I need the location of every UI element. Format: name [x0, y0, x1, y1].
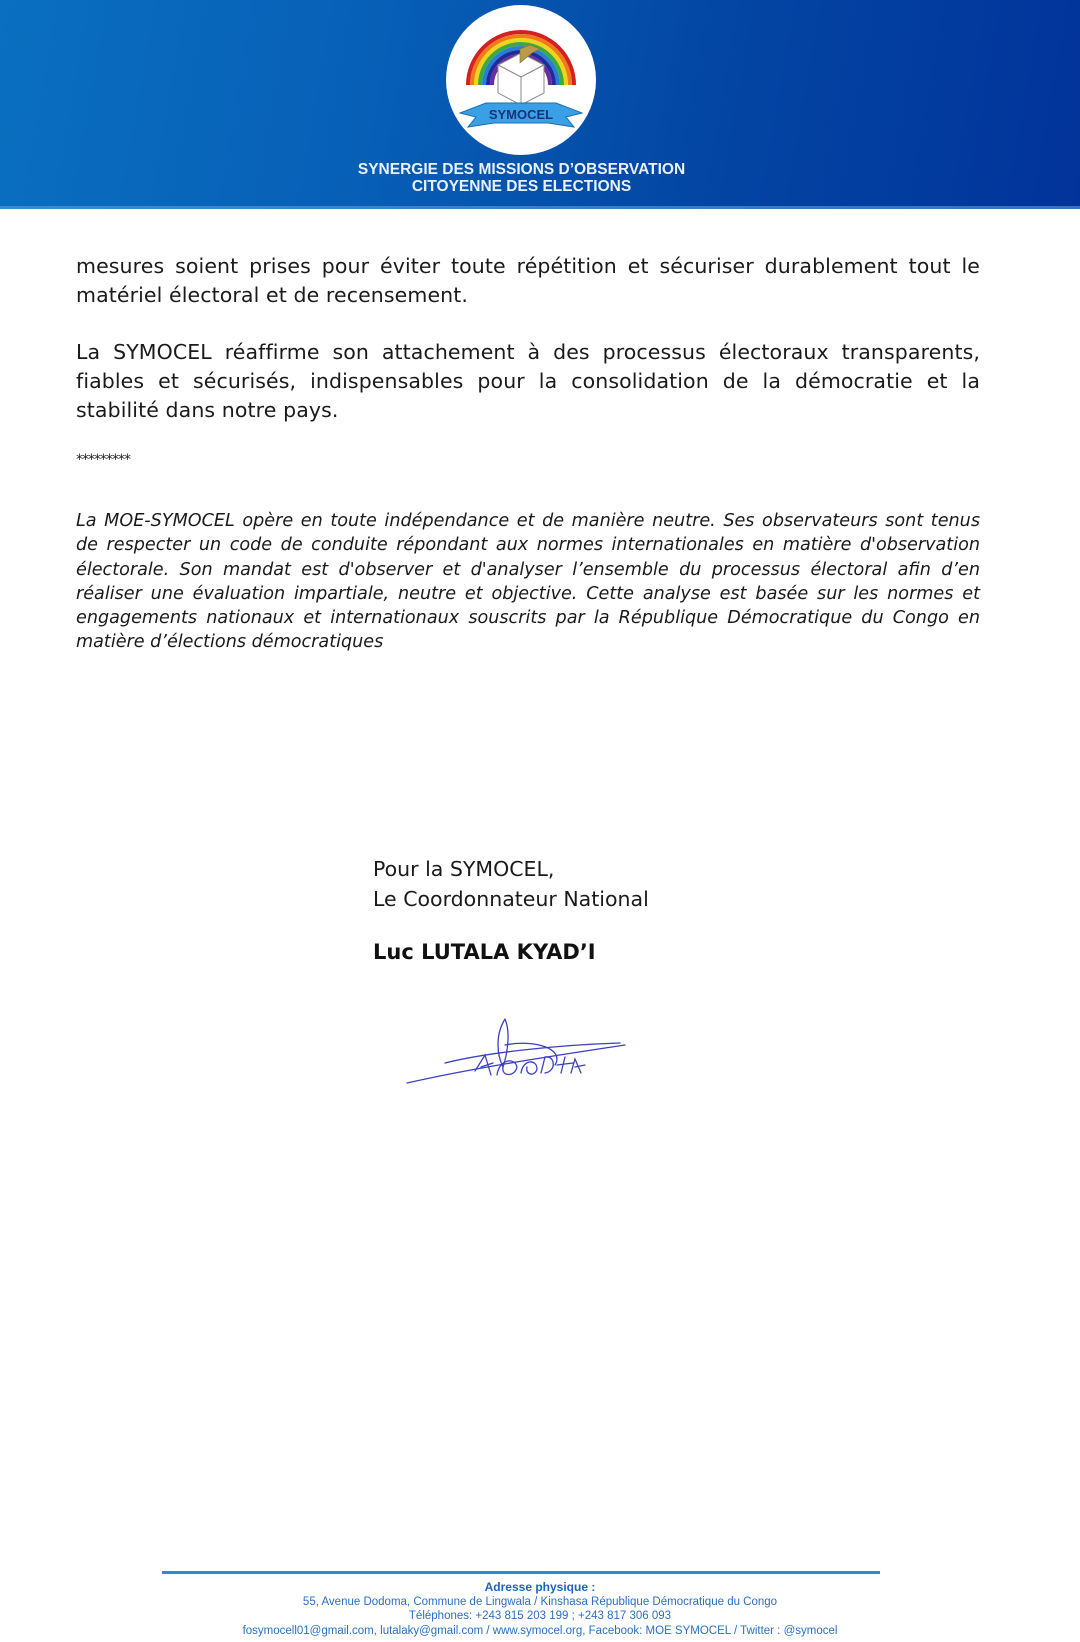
- paragraph-commitment: La SYMOCEL réaffirme son attachement à des processus électoraux transparents, fiables et sécurisés, indispensables pour la consolidation de la démocratie et la stabilité dans notre pays.: [76, 340, 980, 422]
- footer-address: 55, Avenue Dodoma, Commune de Lingwala / Kinshasa République Démocratique du Congo: [302, 1595, 778, 1608]
- footer-contact-info: [140, 1580, 940, 1638]
- signer-name: Luc LUTALA KYAD’I: [373, 940, 596, 964]
- footer-address-title: Adresse physique :: [484, 1580, 596, 1594]
- signature-line-for: Pour la SYMOCEL,: [373, 857, 555, 881]
- handwritten-signature-icon: [405, 1015, 635, 1095]
- org-name-line2: CITOYENNE DES ELECTIONS: [411, 178, 632, 195]
- signature-line-title: Le Coordonnateur National: [373, 887, 649, 911]
- logo-wordmark: SYMOCEL: [488, 107, 554, 122]
- rainbow-ballot-box-icon: [446, 5, 596, 155]
- footer-phones: Téléphones: +243 815 203 199 ; +243 817 306 093: [408, 1610, 672, 1623]
- footer-contacts: fosymocell01@gmail.com, lutalaky@gmail.com / www.symocel.org, Facebook: MOE SYMOCEL / Twitter : @symocel: [242, 1624, 838, 1637]
- symocel-logo: [446, 5, 596, 155]
- footer-divider: [162, 1571, 880, 1574]
- section-separator: *********: [76, 452, 130, 468]
- org-name-line1: SYNERGIE DES MISSIONS D’OBSERVATION: [357, 161, 686, 178]
- neutrality-disclaimer: La MOE-SYMOCEL opère en toute indépendance et de manière neutre. Ses observateurs sont tenus de respecter un code de conduite répondant aux normes internationales en matière d'observation électorale. Son mandat est d'observer et d'analyser l’ensemble du processus électoral afin d’en réaliser une évaluation impartiale, neutre et objective. Cette analyse est basée sur les normes et engagements nationaux et internationaux souscrits par la République Démocratique du Congo en matière d’élections démocratiques: [76, 511, 980, 653]
- signature-block: [373, 854, 649, 914]
- letterhead-banner: [0, 0, 1080, 209]
- paragraph-security-measures: mesures soient prises pour éviter toute répétition et sécuriser durablement tout le matériel électoral et de recensement.: [76, 254, 980, 307]
